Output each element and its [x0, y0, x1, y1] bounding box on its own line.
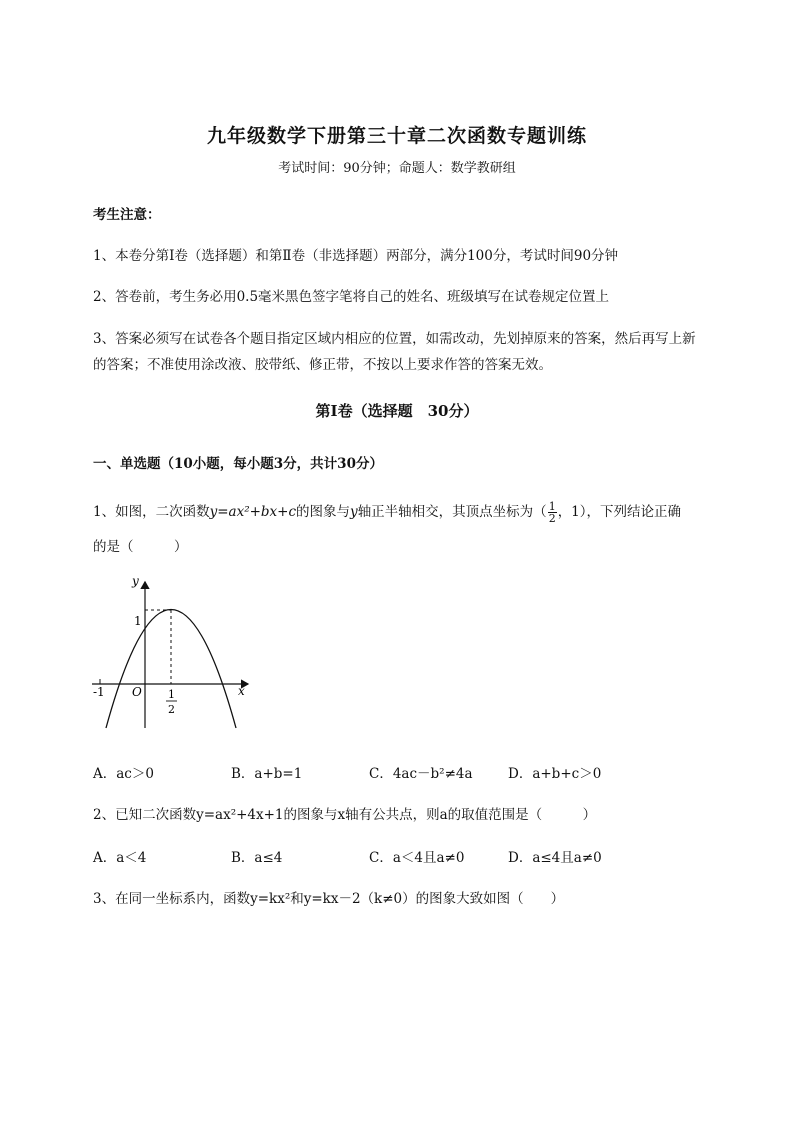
question-1 — [93, 500, 681, 524]
one-label: 1 — [134, 614, 142, 628]
exam-info: 考试时间：90分钟；命题人：数学教研组 — [278, 161, 516, 176]
q1-axis: y — [350, 504, 358, 520]
part-heading: 一、单选题（10小题，每小题3分，共计30分） — [93, 456, 383, 472]
origin-label: O — [132, 685, 142, 699]
notice-item-continued: 的答案；不准使用涂改液、胶带纸、修正带，不按以上要求作答的答案无效。 — [93, 357, 552, 373]
fraction-numerator: 1 — [548, 500, 556, 513]
fraction-denominator: 2 — [548, 512, 556, 525]
q1-formula: y=ax²+bx+c — [209, 504, 297, 520]
notice-item: 2、答卷前，考生务必用0.5毫米黑色签字笔将自己的姓名、班级填写在试卷规定位置上 — [93, 289, 610, 305]
half-denominator: 2 — [168, 703, 175, 716]
question-2: 2、已知二次函数y=ax²+4x+1的图象与x轴有公共点，则a的取值范围是（ ） — [93, 807, 597, 823]
notice-heading: 考生注意： — [93, 207, 161, 223]
q1-text-post: ，1），下列结论正确 — [557, 504, 682, 520]
q1-option-c[interactable]: C．4ac－b²≠4a — [369, 766, 473, 782]
page-title: 九年级数学下册第三十章二次函数专题训练 — [206, 125, 587, 147]
parabola-graph — [88, 570, 258, 730]
q1-text-mid2: 轴正半轴相交，其顶点坐标为（ — [357, 504, 547, 520]
neg-one-label: -1 — [93, 685, 105, 699]
q2-option-a[interactable]: A．a＜4 — [93, 850, 147, 866]
q1-text-pre: 1、如图，二次函数 — [93, 504, 210, 520]
q1-option-d[interactable]: D．a+b+c＞0 — [508, 766, 602, 782]
notice-item: 3、答案必须写在试卷各个题目指定区域内相应的位置，如需改动，先划掉原来的答案，然后再写上新 — [93, 331, 696, 347]
notice-item: 1、本卷分第I卷（选择题）和第Ⅱ卷（非选择题）两部分，满分100分，考试时间90分钟 — [93, 248, 619, 264]
half-numerator: 1 — [168, 688, 175, 701]
x-axis-label: x — [238, 684, 245, 698]
q1-vertex-fraction — [548, 501, 557, 524]
y-axis-label: y — [132, 574, 139, 588]
q2-option-b[interactable]: B．a≤4 — [231, 850, 283, 866]
q1-option-b[interactable]: B．a+b=1 — [231, 766, 303, 782]
q1-text-mid: 的图象与 — [296, 504, 351, 520]
q1-option-a[interactable]: A．ac＞0 — [93, 766, 154, 782]
question-1-line-2: 的是（ ） — [93, 539, 188, 555]
question-3: 3、在同一坐标系内，函数y=kx²和y=kx－2（k≠0）的图象大致如图（ ） — [93, 891, 565, 907]
section-heading: 第I卷（选择题 30分） — [315, 402, 479, 420]
q2-option-d[interactable]: D．a≤4且a≠0 — [508, 850, 602, 866]
q2-option-c[interactable]: C．a＜4且a≠0 — [369, 850, 465, 866]
